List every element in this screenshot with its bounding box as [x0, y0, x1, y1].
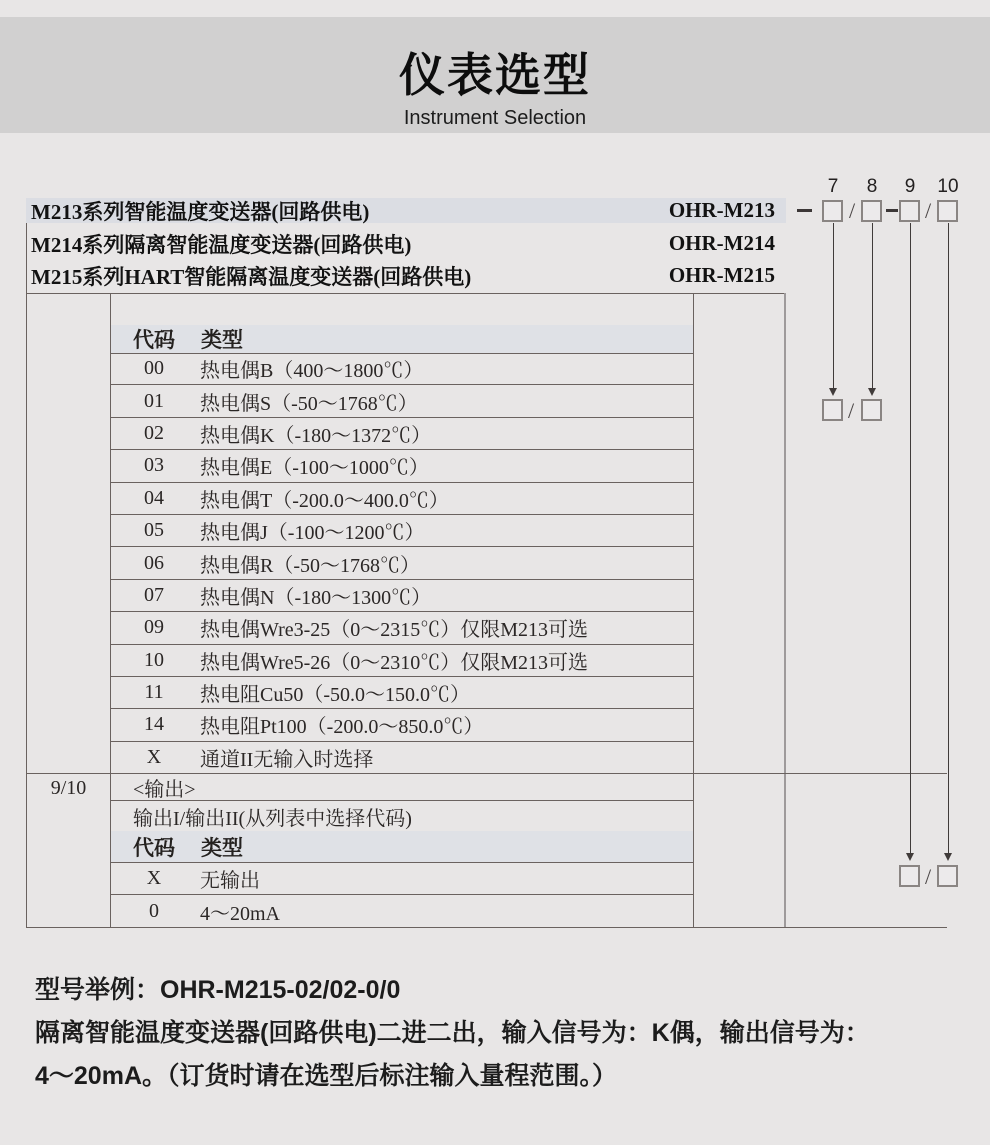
- arrow-line-9: [910, 223, 911, 854]
- type-cell: 热电偶N（-180～1300℃）: [200, 586, 432, 609]
- type-cell: 热电阻Pt100（-200.0～850.0℃）: [200, 716, 484, 739]
- slash-separator: /: [925, 198, 932, 223]
- type-cell: 无输出: [200, 870, 260, 892]
- left-border-upper-line: [26, 223, 27, 293]
- code-cell: 00: [144, 357, 164, 380]
- output-subheader-row: [110, 801, 693, 831]
- type-cell: 热电偶K（-180～1372℃）: [200, 424, 432, 447]
- type-cell: 热电偶J（-100～1200℃）: [200, 522, 425, 545]
- type-cell: 热电偶Wre5-26（0～2310℃）仅限M213可选: [200, 651, 589, 674]
- type-cell: 热电偶R（-50～1768℃）: [200, 554, 420, 577]
- table-row: [110, 353, 693, 385]
- table-row: [110, 645, 693, 677]
- type-cell: 热电偶S（-50～1768℃）: [200, 392, 418, 415]
- arrow-line-7: [833, 223, 834, 389]
- product-model: OHR-M213: [668, 198, 775, 222]
- type-cell: 热电偶T（-200.0～400.0℃）: [200, 489, 449, 512]
- code-cell: 01: [144, 389, 164, 412]
- col-header-code: 代码: [133, 835, 175, 860]
- digit-label-9: 9: [904, 176, 916, 197]
- arrow-line-8: [872, 223, 873, 389]
- slash-separator: /: [848, 398, 855, 423]
- product-row-m213: [26, 198, 786, 223]
- output-result-box-9: [899, 865, 920, 887]
- input-table-rows: [110, 353, 693, 773]
- code-cell: 10: [144, 648, 164, 671]
- table-row: [110, 450, 693, 482]
- code-box-7: [822, 200, 843, 222]
- input-result-box-8: [861, 399, 882, 421]
- product-name: M213系列智能温度变送器(回路供电): [31, 199, 370, 224]
- code-cell: 11: [144, 681, 164, 704]
- page-title: 仪表选型: [399, 49, 591, 101]
- arrow-line-10: [948, 223, 949, 854]
- product-model: OHR-M214: [668, 231, 775, 255]
- product-name: M215系列HART智能隔离温度变送器(回路供电): [31, 264, 472, 289]
- arrow-head-8: [868, 388, 876, 396]
- code-cell: X: [146, 867, 162, 889]
- code-cell: 02: [144, 421, 164, 444]
- digit-label-10: 10: [937, 176, 959, 197]
- type-cell: 热电偶E（-100～1000℃）: [200, 457, 429, 480]
- table-row: [110, 547, 693, 579]
- product-row-m214: [26, 230, 786, 257]
- top-border-line: [26, 293, 786, 294]
- code-cell: 07: [144, 583, 164, 606]
- digit-label-7: 7: [827, 176, 839, 197]
- code-box-9: [899, 200, 920, 222]
- code-cell: 09: [144, 616, 164, 639]
- table-row: [110, 709, 693, 741]
- type-cell: 热电阻Cu50（-50.0～150.0℃）: [200, 684, 470, 707]
- code-box-10: [937, 200, 958, 222]
- slash-separator: /: [849, 198, 856, 223]
- output-header: <输出>: [133, 778, 196, 801]
- code-cell: 04: [144, 486, 164, 509]
- input-result-box-7: [822, 399, 843, 421]
- output-subheader: 输出I/输出II(从列表中选择代码): [133, 807, 412, 830]
- code-cell: X: [146, 745, 162, 768]
- arrow-head-9: [906, 853, 914, 861]
- product-model: OHR-M215: [668, 263, 775, 287]
- table-row: [110, 863, 693, 895]
- code-cell: 0: [149, 899, 159, 922]
- outer-right-line: [784, 293, 786, 928]
- code-cell: 14: [144, 713, 164, 736]
- table-row: [110, 580, 693, 612]
- output-table-header: [111, 831, 693, 863]
- table-row: [110, 895, 693, 927]
- table-row: [110, 483, 693, 515]
- page-subtitle: Instrument Selection: [403, 107, 587, 129]
- type-cell: 4～20mA: [200, 902, 280, 925]
- digit-label-8: 8: [866, 176, 878, 197]
- col-header-type: 类型: [201, 328, 243, 352]
- type-cell: 热电偶B（400～1800℃）: [200, 360, 424, 383]
- arrow-head-7: [829, 388, 837, 396]
- table-row: [110, 677, 693, 709]
- code-cell: 05: [144, 519, 164, 542]
- arrow-head-10: [944, 853, 952, 861]
- table-row: [110, 385, 693, 417]
- product-name: M214系列隔离智能温度变送器(回路供电): [31, 232, 412, 257]
- type-cell: 通道II无输入时选择: [200, 748, 374, 771]
- type-cell: 热电偶Wre3-25（0～2315℃）仅限M213可选: [200, 619, 589, 642]
- example-line-1: 型号举例：OHR-M215-02/02-0/0: [35, 975, 401, 1004]
- dash-separator: [886, 209, 898, 212]
- title-band: [0, 17, 990, 133]
- table-right-line: [693, 293, 694, 928]
- col-header-code: 代码: [133, 328, 175, 352]
- code-box-8: [861, 200, 882, 222]
- table-row: [110, 612, 693, 644]
- code-cell: 06: [144, 551, 164, 574]
- example-line-2: 隔离智能温度变送器(回路供电)二进二出，输入信号为：K偶，输出信号为：: [35, 1018, 870, 1047]
- table-row: [110, 515, 693, 547]
- product-row-m215: [26, 261, 786, 290]
- output-result-box-10: [937, 865, 958, 887]
- left-border-line: [26, 293, 27, 928]
- code-cell: 03: [144, 454, 164, 477]
- table-row: [110, 418, 693, 450]
- table-row: [110, 742, 693, 773]
- model-example-block: [35, 966, 965, 1095]
- dash-separator: [797, 209, 812, 212]
- output-header-row: [110, 774, 693, 801]
- col-header-type: 类型: [201, 835, 243, 860]
- output-row-label: 9/10: [50, 777, 87, 799]
- input-table-header: [111, 325, 693, 354]
- example-line-3: 4～20mA。（订货时请在选型后标注输入量程范围。）: [35, 1061, 617, 1090]
- bottom-border-line: [26, 927, 947, 928]
- slash-separator: /: [925, 864, 932, 889]
